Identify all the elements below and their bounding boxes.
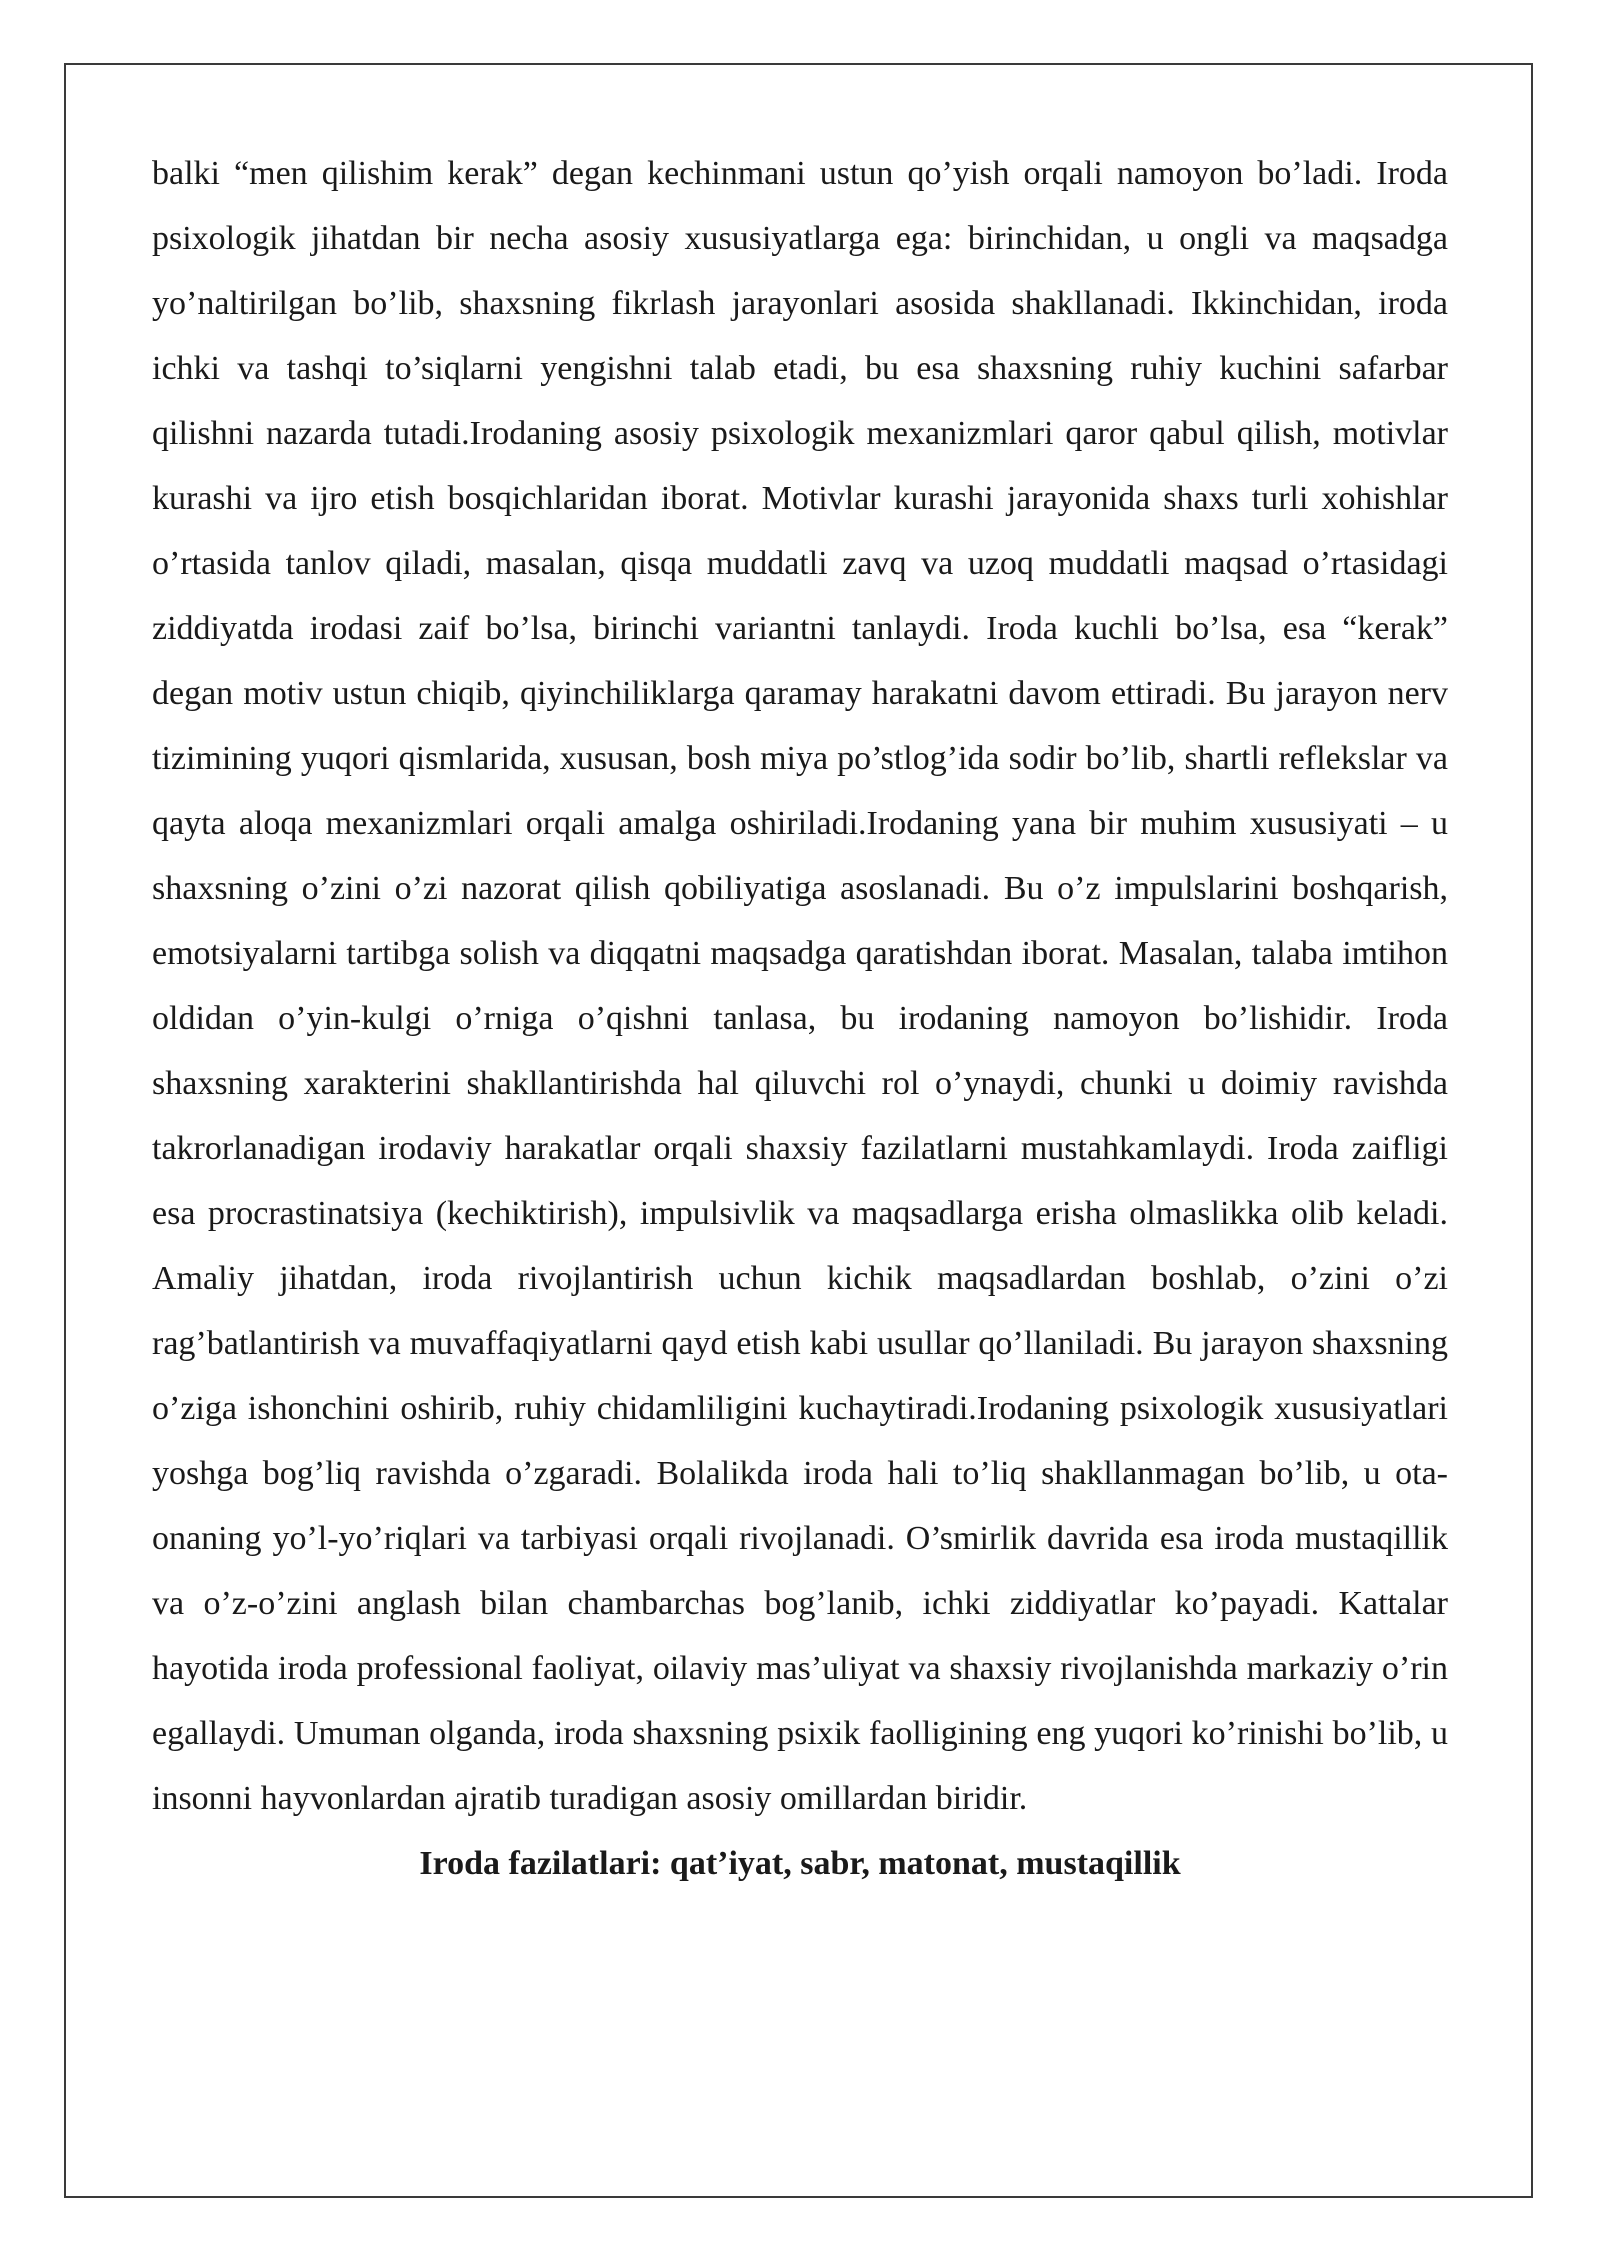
body-paragraph: balki “men qilishim kerak” degan kechinmani ustun qo’yish orqali namoyon bo’ladi. Iroda psixologik jihatdan bir necha asosiy xususiyatlarga ega: birinchidan, u ongli va maqsadga yo’naltirilgan bo’lib, shaxsning fikrlash jarayonlari asosida shakllanadi. Ikkinchidan, iroda ichki va tashqi to’siqlarni yengishni talab etadi, bu esa shaxsning ruhiy kuchini safarbar qilishni nazarda tutadi.Irodaning asosiy psixologik mexanizmlari qaror qabul qilish, motivlar kurashi va ijro etish bosqichlaridan iborat. Motivlar kurashi jarayonida shaxs turli xohishlar o’rtasida tanlov qiladi, masalan, qisqa muddatli zavq va uzoq muddatli maqsad o’rtasidagi ziddiyatda irodasi zaif bo’lsa, birinchi variantni tanlaydi. Iroda kuchli bo’lsa, esa “kerak” degan motiv ustun chiqib, qiyinchiliklarga qaramay harakatni davom ettiradi. Bu jarayon nerv tizimining yuqori qismlarida, xususan, bosh miya po’stlog’ida sodir bo’lib, shartli reflekslar va qayta aloqa mexanizmlari orqali amalga oshiriladi.Irodaning yana bir muhim xususiyati – u shaxsning o’zini o’zi nazorat qilish qobiliyatiga asoslanadi. Bu o’z impulslarini boshqarish, emotsiyalarni tartibga solish va diqqatni maqsadga qaratishdan iborat. Masalan, talaba imtihon oldidan o’yin-kulgi o’rniga o’qishni tanlasa, bu irodaning namoyon bo’lishidir. Iroda shaxsning xarakterini shakllantirishda hal qiluvchi rol o’ynaydi, chunki u doimiy ravishda takrorlanadigan irodaviy harakatlar orqali shaxsiy fazilatlarni mustahkamlaydi. Iroda zaifligi esa procrastinatsiya (kechiktirish), impulsivlik va maqsadlarga erisha olmaslikka olib keladi. Amaliy jihatdan, iroda rivojlantirish uchun kichik maqsadlardan boshlab, o’zini o’zi rag’batlantirish va muvaffaqiyatlarni qayd etish kabi usullar qo’llaniladi. Bu jarayon shaxsning o’ziga ishonchini oshirib, ruhiy chidamliligini kuchaytiradi.Irodaning psixologik xususiyatlari yoshga bog’liq ravishda o’zgaradi. Bolalikda iroda hali to’liq shakllanmagan bo’lib, u ota-onaning yo’l-yo’riqlari va tarbiyasi orqali rivojlanadi. O’smirlik davrida esa iroda mustaqillik va o’z-o’zini anglash bilan chambarchas bog’lanib, ichki ziddiyatlar ko’payadi. Kattalar hayotida iroda professional faoliyat, oilaviy mas’uliyat va shaxsiy rivojlanishda markaziy o’rin egallaydi. Umuman olganda, iroda shaxsning psixik faolligining eng yuqori ko’rinishi bo’lib, u insonni hayvonlardan ajratib turadigan asosiy omillardan biridir. bbox=[152, 155, 1448, 1817]
section-subheading: Iroda fazilatlari: qat’iyat, sabr, matonat, mustaqillik bbox=[419, 1845, 1181, 1882]
document-content bbox=[152, 141, 1448, 1896]
